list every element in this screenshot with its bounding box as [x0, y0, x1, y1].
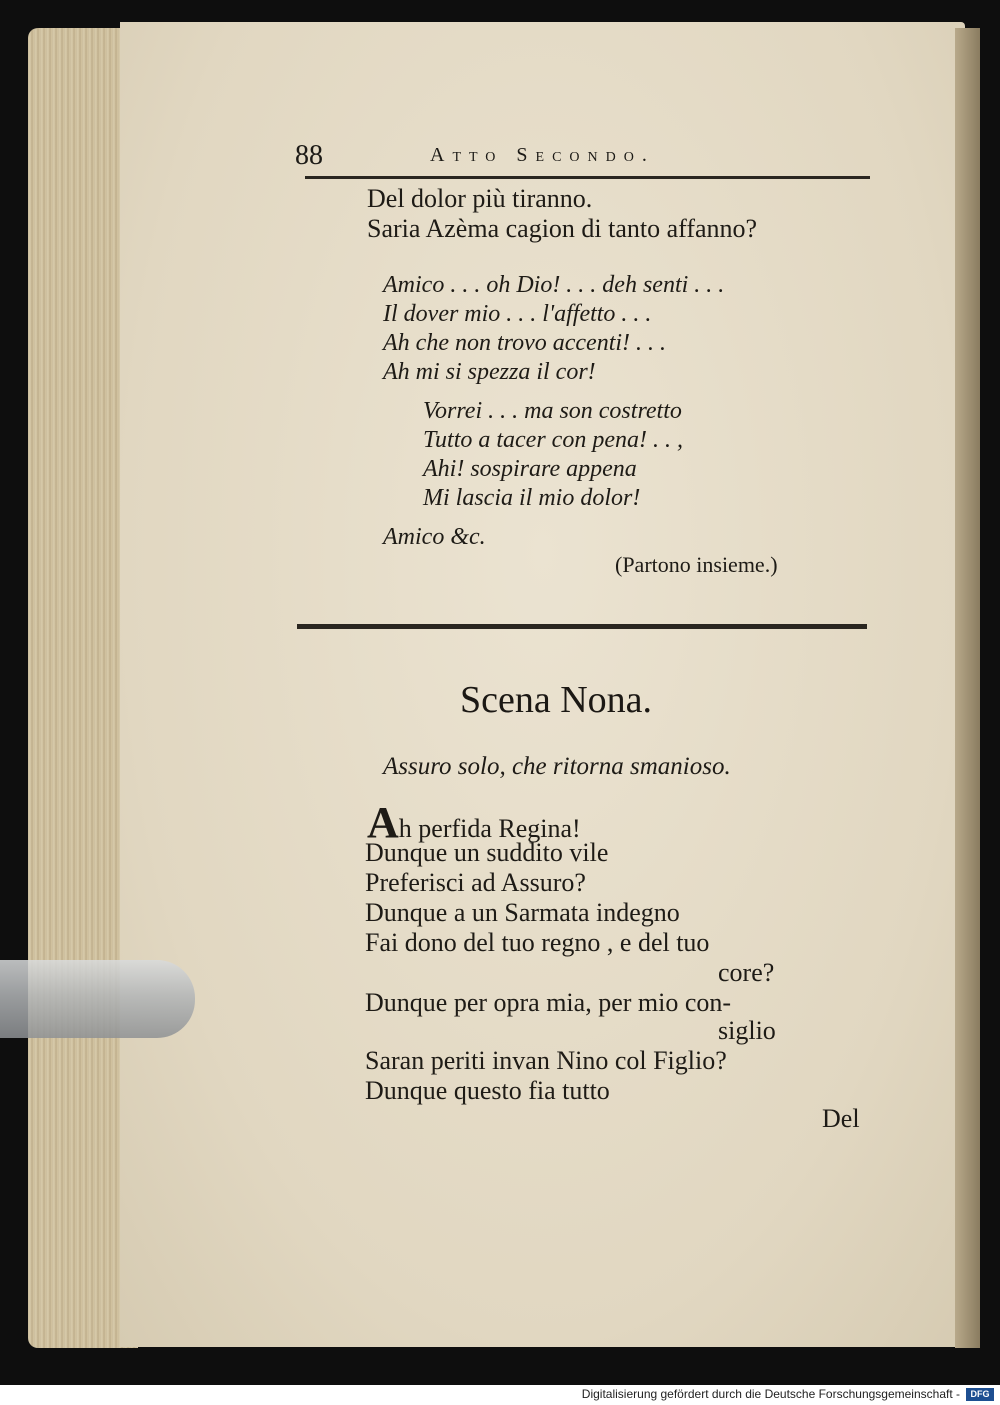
text-line: Dunque a un Sarmata indegno	[365, 898, 680, 927]
text-line: Del dolor più tiranno.	[367, 184, 593, 213]
aria-line: Ah mi si spezza il cor!	[383, 359, 596, 385]
footer	[0, 1385, 1000, 1405]
text-line-continuation: siglio	[718, 1016, 776, 1045]
text-line: Saran periti invan Nino col Figlio?	[365, 1046, 727, 1075]
book-gutter	[955, 28, 980, 1348]
text-line: Dunque per opra mia, per mio con-	[365, 988, 732, 1017]
text-line: Saria Azèma cagion di tanto affanno?	[367, 214, 758, 243]
text-line: Preferisci ad Assuro?	[365, 868, 586, 897]
page-header	[295, 140, 870, 180]
aria-line: Amico . . . oh Dio! . . . deh senti . . .	[383, 272, 725, 298]
aria-line: Il dover mio . . . l'affetto . . .	[383, 301, 652, 327]
text-line-continuation: core?	[718, 958, 775, 987]
text-line: Dunque un suddito vile	[365, 838, 609, 867]
page-clip	[0, 960, 195, 1038]
aria-line: Ahi! sospirare appena	[423, 456, 637, 482]
aria-da-capo: Amico &c.	[383, 524, 486, 550]
section-rule	[297, 624, 867, 629]
dfg-logo: DFG	[966, 1388, 994, 1401]
aria-line: Tutto a tacer con pena! . . ,	[423, 427, 683, 453]
page-number: 88	[295, 140, 323, 171]
scene-title: Scena Nona.	[460, 679, 653, 721]
footer-credit: Digitalisierung gefördert durch die Deutsche Forschungsgemeinschaft -	[581, 1387, 960, 1401]
text-line: Fai dono del tuo regno , e del tuo	[365, 928, 710, 957]
drop-cap: A	[367, 798, 399, 847]
aria-line: Vorrei . . . ma son costretto	[423, 398, 682, 424]
scene-direction: Assuro solo, che ritorna smanioso.	[383, 753, 731, 780]
header-rule	[305, 176, 870, 179]
first-line-text: h perfida Regina!	[398, 814, 581, 843]
catchword: Del	[822, 1104, 860, 1133]
aria-line: Ah che non trovo accenti! . . .	[383, 330, 667, 356]
stage-direction: (Partono insieme.)	[615, 552, 778, 577]
text-line: Dunque questo fia tutto	[365, 1076, 610, 1105]
aria-line: Mi lascia il mio dolor!	[423, 485, 641, 511]
running-head: Atto Secondo.	[430, 144, 655, 166]
